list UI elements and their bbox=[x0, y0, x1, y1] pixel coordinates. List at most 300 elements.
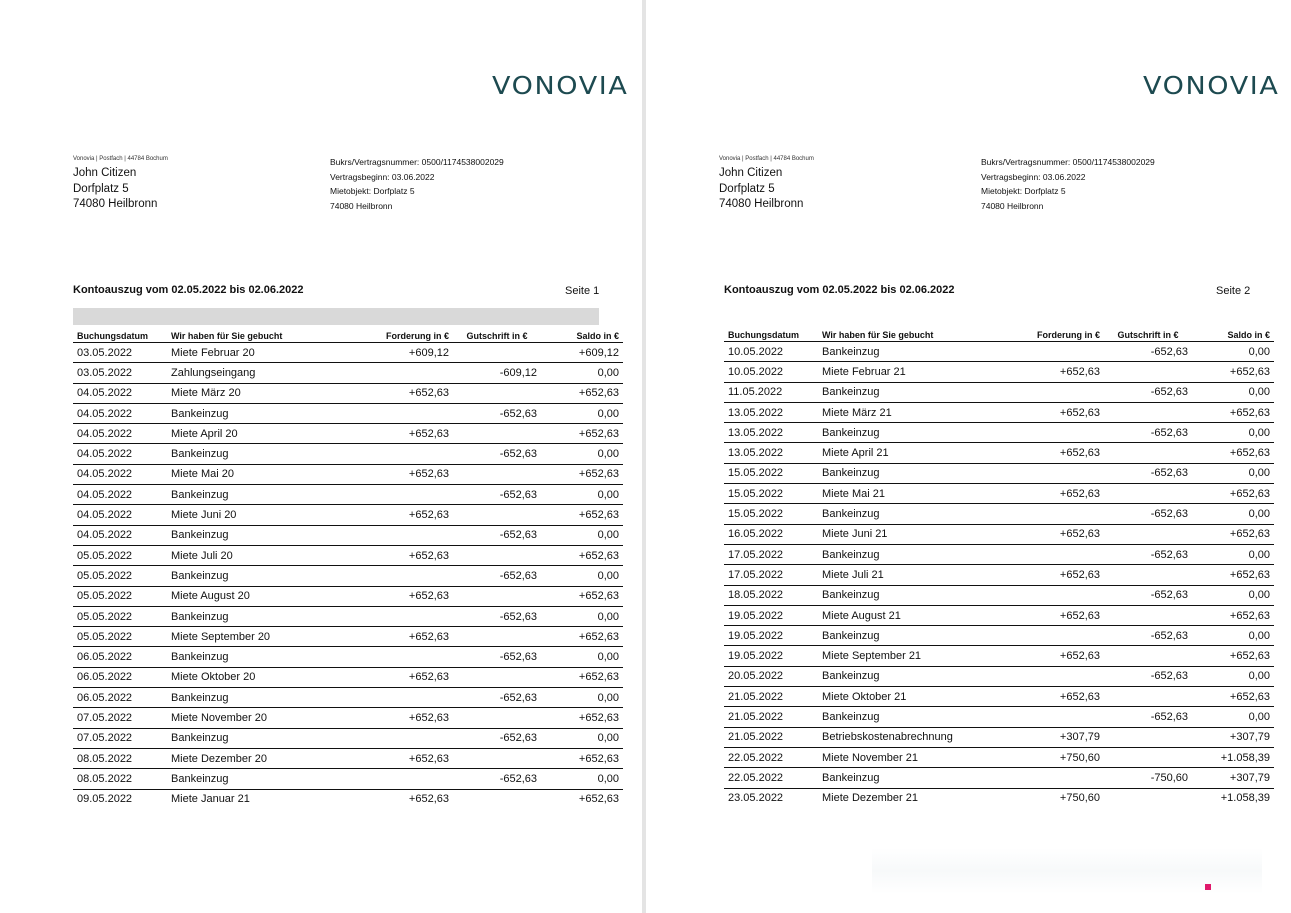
cell-credit bbox=[1104, 727, 1192, 747]
cell-credit: -652,63 bbox=[453, 485, 541, 505]
table-row bbox=[724, 626, 1274, 646]
cell-credit bbox=[1104, 747, 1192, 767]
cell-credit bbox=[453, 464, 541, 484]
cell-date: 04.05.2022 bbox=[73, 505, 167, 525]
statement-title: Kontoauszug vom 02.05.2022 bis 02.06.2022 bbox=[724, 284, 955, 296]
cell-description: Bankeinzug bbox=[167, 769, 345, 789]
contract-number-label: Bukrs/Vertragsnummer: bbox=[981, 157, 1071, 167]
cell-date: 21.05.2022 bbox=[724, 707, 818, 727]
cell-balance: 0,00 bbox=[1192, 382, 1274, 402]
cell-credit bbox=[453, 627, 541, 647]
table-row bbox=[724, 666, 1274, 686]
cell-charge bbox=[996, 463, 1104, 483]
contract-start-value: 03.06.2022 bbox=[391, 171, 435, 182]
cell-balance: +652,63 bbox=[541, 586, 623, 606]
cell-balance: 0,00 bbox=[541, 525, 623, 545]
cell-credit bbox=[453, 748, 541, 768]
cell-charge: +652,63 bbox=[996, 646, 1104, 666]
cell-balance: +652,63 bbox=[541, 667, 623, 687]
cell-balance: +1.058,39 bbox=[1220, 792, 1270, 805]
col-header-date: Buchungsdatum bbox=[73, 325, 167, 343]
cell-description: Bankeinzug bbox=[167, 444, 345, 464]
cell-credit bbox=[1104, 565, 1192, 585]
col-header-charge: Forderung in € bbox=[996, 324, 1104, 342]
cell-date: 03.05.2022 bbox=[73, 363, 167, 383]
cell-date: 13.05.2022 bbox=[724, 423, 818, 443]
table-row bbox=[724, 342, 1274, 362]
cell-date: 04.05.2022 bbox=[73, 525, 167, 545]
cell-description: Miete Februar 20 bbox=[167, 343, 345, 363]
cell-charge bbox=[996, 585, 1104, 605]
cell-balance: 0,00 bbox=[541, 769, 623, 789]
cell-description: Miete November 20 bbox=[167, 708, 345, 728]
cell-charge: +652,63 bbox=[345, 383, 453, 403]
rental-object-city: 74080 Heilbronn bbox=[330, 200, 393, 211]
cell-date: 21.05.2022 bbox=[724, 687, 818, 707]
cell-date: 05.05.2022 bbox=[73, 566, 167, 586]
cell-credit: -609,12 bbox=[453, 363, 541, 383]
cell-description: Bankeinzug bbox=[167, 403, 345, 423]
cell-date: 22.05.2022 bbox=[724, 768, 818, 788]
cell-date: 04.05.2022 bbox=[73, 383, 167, 403]
contract-number-value: 0500/1174538002029 bbox=[1072, 157, 1155, 167]
cell-description: Bankeinzug bbox=[818, 585, 996, 605]
cell-description: Bankeinzug bbox=[167, 606, 345, 626]
cell-balance: +652,63 bbox=[1192, 646, 1274, 666]
cell-description: Miete März 21 bbox=[818, 402, 996, 422]
recipient-address bbox=[73, 166, 157, 213]
ledger-table bbox=[73, 325, 623, 809]
cell-balance: +652,63 bbox=[1192, 362, 1274, 382]
cell-credit: -652,63 bbox=[453, 728, 541, 748]
table-row bbox=[724, 707, 1274, 727]
faint-footer-text bbox=[872, 848, 1262, 894]
table-row bbox=[73, 505, 623, 525]
cell-balance: +652,63 bbox=[1192, 484, 1274, 504]
cell-charge bbox=[996, 707, 1104, 727]
table-row bbox=[724, 585, 1274, 605]
statement-page-1 bbox=[0, 0, 642, 913]
cell-balance: 0,00 bbox=[1192, 423, 1274, 443]
cell-charge: +750,60 bbox=[996, 747, 1104, 767]
table-row bbox=[73, 789, 623, 809]
cell-credit: -652,63 bbox=[453, 403, 541, 423]
cell-date: 19.05.2022 bbox=[724, 605, 818, 625]
cell-charge: +652,63 bbox=[345, 545, 453, 565]
cell-credit: -652,63 bbox=[1104, 342, 1192, 362]
cell-date: 04.05.2022 bbox=[73, 464, 167, 484]
table-row bbox=[724, 504, 1274, 524]
col-header-date: Buchungsdatum bbox=[724, 324, 818, 342]
cell-description: Miete Oktober 20 bbox=[167, 667, 345, 687]
cell-charge: +652,63 bbox=[996, 484, 1104, 504]
cell-charge bbox=[345, 485, 453, 505]
cell-balance: +652,63 bbox=[1192, 524, 1274, 544]
cell-description: Bankeinzug bbox=[167, 566, 345, 586]
cell-credit: -652,63 bbox=[1104, 707, 1192, 727]
statement-page-2 bbox=[646, 0, 1291, 913]
cell-charge: +652,63 bbox=[996, 443, 1104, 463]
table-row bbox=[724, 402, 1274, 422]
cell-balance: +307,79 bbox=[1192, 727, 1274, 747]
table-row bbox=[73, 464, 623, 484]
cell-balance: 0,00 bbox=[541, 485, 623, 505]
table-row bbox=[73, 627, 623, 647]
cell-description: Miete April 20 bbox=[167, 424, 345, 444]
contract-info bbox=[981, 155, 1155, 213]
cell-date: 08.05.2022 bbox=[73, 748, 167, 768]
cell-charge bbox=[345, 566, 453, 586]
cell-charge: +652,63 bbox=[996, 687, 1104, 707]
table-row bbox=[73, 403, 623, 423]
cell-balance: 0,00 bbox=[1192, 707, 1274, 727]
cell-credit: -652,63 bbox=[1104, 463, 1192, 483]
cell-credit: -652,63 bbox=[453, 769, 541, 789]
cell-balance: 0,00 bbox=[1192, 463, 1274, 483]
cell-credit: -652,63 bbox=[1104, 666, 1192, 686]
cell-date: 20.05.2022 bbox=[724, 666, 818, 686]
col-header-charge: Forderung in € bbox=[345, 325, 453, 343]
cell-credit bbox=[1104, 443, 1192, 463]
cell-credit: -652,63 bbox=[453, 606, 541, 626]
table-row bbox=[724, 443, 1274, 463]
cell-date: 15.05.2022 bbox=[724, 504, 818, 524]
cell-credit bbox=[1104, 646, 1192, 666]
table-row bbox=[73, 667, 623, 687]
cell-description: Bankeinzug bbox=[818, 504, 996, 524]
cell-date: 04.05.2022 bbox=[73, 444, 167, 464]
brand-accent-square bbox=[1205, 884, 1211, 890]
recipient-name: John Citizen bbox=[719, 167, 783, 179]
cell-balance: +652,63 bbox=[1192, 605, 1274, 625]
cell-charge bbox=[345, 647, 453, 667]
cell-balance: 0,00 bbox=[541, 444, 623, 464]
cell-date: 05.05.2022 bbox=[73, 627, 167, 647]
cell-date: 07.05.2022 bbox=[73, 708, 167, 728]
cell-charge bbox=[996, 504, 1104, 524]
cell-charge: +652,63 bbox=[996, 402, 1104, 422]
cell-description: Miete August 21 bbox=[818, 605, 996, 625]
cell-credit bbox=[453, 505, 541, 525]
table-row bbox=[73, 485, 623, 505]
cell-date: 04.05.2022 bbox=[73, 485, 167, 505]
cell-date: 19.05.2022 bbox=[724, 646, 818, 666]
cell-description: Miete August 20 bbox=[167, 586, 345, 606]
cell-description: Bankeinzug bbox=[167, 525, 345, 545]
cell-charge bbox=[996, 666, 1104, 686]
ledger-table bbox=[724, 324, 1274, 808]
cell-credit bbox=[453, 424, 541, 444]
cell-description: Miete November 21 bbox=[818, 747, 996, 767]
cell-charge: +652,63 bbox=[345, 586, 453, 606]
cell-description: Miete Juni 20 bbox=[167, 505, 345, 525]
cell-credit: -652,63 bbox=[453, 688, 541, 708]
recipient-street: Dorfplatz 5 bbox=[719, 182, 775, 195]
cell-date: 05.05.2022 bbox=[73, 606, 167, 626]
sender-return-address: Vonovia | Postfach | 44784 Bochum bbox=[719, 156, 814, 162]
cell-charge bbox=[996, 626, 1104, 646]
cell-date: 11.05.2022 bbox=[724, 382, 818, 402]
cell-balance: 0,00 bbox=[1192, 585, 1274, 605]
cell-date: 06.05.2022 bbox=[73, 667, 167, 687]
cell-date: 10.05.2022 bbox=[724, 362, 818, 382]
cell-credit bbox=[453, 383, 541, 403]
cell-charge bbox=[345, 403, 453, 423]
cell-description: Miete September 20 bbox=[167, 627, 345, 647]
cell-charge bbox=[345, 444, 453, 464]
cell-charge bbox=[345, 525, 453, 545]
table-row bbox=[724, 747, 1274, 767]
cell-charge bbox=[345, 769, 453, 789]
table-row bbox=[73, 769, 623, 789]
cell-balance: +652,63 bbox=[541, 545, 623, 565]
cell-balance: 0,00 bbox=[541, 728, 623, 748]
statement-title: Kontoauszug vom 02.05.2022 bis 02.06.2022 bbox=[73, 284, 304, 296]
cell-credit bbox=[1104, 524, 1192, 544]
cell-credit: -750,60 bbox=[1104, 768, 1192, 788]
cell-balance: +652,63 bbox=[541, 748, 623, 768]
col-header-balance: Saldo in € bbox=[1192, 324, 1274, 342]
cell-credit: -652,63 bbox=[453, 525, 541, 545]
table-header-bar bbox=[73, 308, 599, 325]
vonovia-logo: VONOVIA bbox=[1143, 71, 1280, 100]
cell-date: 17.05.2022 bbox=[724, 565, 818, 585]
cell-description: Miete Juli 21 bbox=[818, 565, 996, 585]
recipient-name: John Citizen bbox=[73, 167, 137, 179]
cell-credit: -652,63 bbox=[1104, 585, 1192, 605]
cell-date: 13.05.2022 bbox=[724, 402, 818, 422]
table-row bbox=[724, 423, 1274, 443]
cell-charge bbox=[345, 363, 453, 383]
table-row bbox=[73, 647, 623, 667]
cell-charge: +652,63 bbox=[996, 362, 1104, 382]
cell-balance: 0,00 bbox=[1192, 666, 1274, 686]
table-row bbox=[724, 768, 1274, 788]
table-row bbox=[724, 727, 1274, 747]
sender-return-address: Vonovia | Postfach | 44784 Bochum bbox=[73, 156, 168, 162]
cell-description: Bankeinzug bbox=[818, 382, 996, 402]
cell-date: 15.05.2022 bbox=[724, 484, 818, 504]
cell-balance: 0,00 bbox=[1192, 504, 1274, 524]
cell-credit: -652,63 bbox=[453, 647, 541, 667]
cell-balance: +652,63 bbox=[541, 708, 623, 728]
cell-date: 07.05.2022 bbox=[73, 728, 167, 748]
col-header-balance: Saldo in € bbox=[541, 325, 623, 343]
table-row bbox=[73, 606, 623, 626]
cell-balance: +609,12 bbox=[541, 343, 623, 363]
cell-charge: +652,63 bbox=[996, 605, 1104, 625]
cell-balance: +652,63 bbox=[1192, 565, 1274, 585]
cell-date: 06.05.2022 bbox=[73, 647, 167, 667]
cell-charge: +652,63 bbox=[996, 565, 1104, 585]
cell-balance: +652,63 bbox=[578, 793, 619, 806]
cell-credit bbox=[453, 545, 541, 565]
cell-date: 16.05.2022 bbox=[724, 524, 818, 544]
cell-credit: -652,63 bbox=[1104, 626, 1192, 646]
cell-description: Bankeinzug bbox=[818, 423, 996, 443]
cell-description: Miete September 21 bbox=[818, 646, 996, 666]
rental-object-city: 74080 Heilbronn bbox=[981, 200, 1044, 211]
cell-credit bbox=[453, 789, 541, 809]
cell-charge: +652,63 bbox=[345, 748, 453, 768]
cell-description: Miete April 21 bbox=[818, 443, 996, 463]
cell-date: 15.05.2022 bbox=[724, 463, 818, 483]
cell-credit: -652,63 bbox=[1104, 544, 1192, 564]
cell-credit bbox=[1104, 605, 1192, 625]
table-row bbox=[724, 687, 1274, 707]
cell-description: Miete Juni 21 bbox=[818, 524, 996, 544]
cell-charge: +652,63 bbox=[345, 708, 453, 728]
contract-number-value: 0500/1174538002029 bbox=[421, 157, 504, 167]
col-header-description: Wir haben für Sie gebucht bbox=[167, 325, 345, 343]
cell-date: 10.05.2022 bbox=[724, 342, 818, 362]
cell-description: Miete Februar 21 bbox=[818, 362, 996, 382]
contract-info bbox=[330, 155, 504, 213]
cell-charge: +609,12 bbox=[345, 343, 453, 363]
cell-balance: +652,63 bbox=[1192, 402, 1274, 422]
cell-charge bbox=[345, 688, 453, 708]
recipient-street: Dorfplatz 5 bbox=[73, 182, 129, 195]
cell-credit bbox=[1104, 788, 1192, 808]
cell-credit: -652,63 bbox=[1104, 504, 1192, 524]
cell-balance: +652,63 bbox=[541, 424, 623, 444]
cell-balance: +652,63 bbox=[1192, 687, 1274, 707]
cell-description: Bankeinzug bbox=[818, 707, 996, 727]
cell-balance: 0,00 bbox=[1192, 544, 1274, 564]
col-header-credit: Gutschrift in € bbox=[1104, 324, 1192, 342]
recipient-city: 74080 Heilbronn bbox=[73, 198, 158, 210]
cell-date: 05.05.2022 bbox=[73, 545, 167, 565]
cell-description: Bankeinzug bbox=[167, 485, 345, 505]
cell-charge: +652,63 bbox=[345, 667, 453, 687]
cell-charge bbox=[996, 423, 1104, 443]
cell-charge bbox=[345, 728, 453, 748]
table-row bbox=[724, 484, 1274, 504]
cell-balance: 0,00 bbox=[541, 647, 623, 667]
recipient-address bbox=[719, 166, 803, 213]
contract-start-label: Vertragsbeginn: bbox=[981, 171, 1041, 182]
cell-description: Bankeinzug bbox=[818, 463, 996, 483]
cell-description: Miete Dezember 20 bbox=[167, 748, 345, 768]
cell-balance: 0,00 bbox=[541, 688, 623, 708]
cell-date: 17.05.2022 bbox=[724, 544, 818, 564]
cell-credit bbox=[453, 708, 541, 728]
cell-credit: -652,63 bbox=[1104, 423, 1192, 443]
rental-object-value: Dorfplatz 5 bbox=[1024, 186, 1066, 196]
cell-charge bbox=[996, 342, 1104, 362]
cell-description: Bankeinzug bbox=[167, 647, 345, 667]
table-header-row bbox=[724, 324, 1274, 342]
cell-charge: +652,63 bbox=[996, 524, 1104, 544]
table-row bbox=[73, 708, 623, 728]
table-row bbox=[73, 363, 623, 383]
table-row bbox=[73, 748, 623, 768]
table-row bbox=[724, 382, 1274, 402]
cell-balance: 0,00 bbox=[1192, 626, 1274, 646]
cell-balance: +652,63 bbox=[1192, 443, 1274, 463]
cell-charge: +750,60 bbox=[1059, 792, 1100, 805]
cell-date: 23.05.2022 bbox=[728, 792, 784, 805]
contract-number-label: Bukrs/Vertragsnummer: bbox=[330, 157, 420, 167]
cell-description: Bankeinzug bbox=[818, 342, 996, 362]
table-row bbox=[724, 463, 1274, 483]
cell-charge: +652,63 bbox=[345, 464, 453, 484]
table-row bbox=[73, 586, 623, 606]
cell-balance: 0,00 bbox=[541, 363, 623, 383]
col-header-description: Wir haben für Sie gebucht bbox=[818, 324, 996, 342]
table-row bbox=[724, 524, 1274, 544]
table-row bbox=[73, 383, 623, 403]
cell-date: 05.05.2022 bbox=[73, 586, 167, 606]
rental-object-label: Mietobjekt: bbox=[330, 186, 372, 196]
cell-credit: -652,63 bbox=[1104, 382, 1192, 402]
table-row bbox=[73, 525, 623, 545]
cell-balance: 0,00 bbox=[541, 403, 623, 423]
cell-date: 13.05.2022 bbox=[724, 443, 818, 463]
cell-charge: +307,79 bbox=[996, 727, 1104, 747]
contract-start-value: 03.06.2022 bbox=[1042, 171, 1086, 182]
recipient-city: 74080 Heilbronn bbox=[719, 198, 804, 210]
cell-balance: +307,79 bbox=[1192, 768, 1274, 788]
cell-description: Bankeinzug bbox=[818, 544, 996, 564]
cell-charge: +652,63 bbox=[345, 424, 453, 444]
cell-description: Bankeinzug bbox=[818, 626, 996, 646]
cell-date: 08.05.2022 bbox=[73, 769, 167, 789]
cell-description: Bankeinzug bbox=[818, 768, 996, 788]
cell-description: Miete Mai 20 bbox=[167, 464, 345, 484]
cell-balance: +652,63 bbox=[541, 505, 623, 525]
cell-date: 18.05.2022 bbox=[724, 585, 818, 605]
table-row bbox=[724, 544, 1274, 564]
cell-charge bbox=[996, 382, 1104, 402]
cell-credit bbox=[1104, 402, 1192, 422]
cell-date: 06.05.2022 bbox=[73, 688, 167, 708]
cell-date: 22.05.2022 bbox=[724, 747, 818, 767]
rental-object-label: Mietobjekt: bbox=[981, 186, 1023, 196]
vonovia-logo: VONOVIA bbox=[492, 71, 629, 100]
cell-charge bbox=[345, 606, 453, 626]
cell-balance: +652,63 bbox=[541, 464, 623, 484]
table-row bbox=[724, 605, 1274, 625]
col-header-credit: Gutschrift in € bbox=[453, 325, 541, 343]
cell-date: 19.05.2022 bbox=[724, 626, 818, 646]
contract-start-label: Vertragsbeginn: bbox=[330, 171, 390, 182]
cell-charge bbox=[996, 768, 1104, 788]
table-row bbox=[73, 444, 623, 464]
cell-date: 04.05.2022 bbox=[73, 424, 167, 444]
cell-date: 09.05.2022 bbox=[77, 793, 133, 806]
cell-credit bbox=[1104, 362, 1192, 382]
cell-date: 03.05.2022 bbox=[73, 343, 167, 363]
page-number: Seite 2 bbox=[1216, 285, 1251, 297]
cell-description: Miete Januar 21 bbox=[171, 793, 250, 806]
table-row bbox=[724, 362, 1274, 382]
table-row bbox=[724, 565, 1274, 585]
cell-balance: +1.058,39 bbox=[1192, 747, 1274, 767]
cell-balance: 0,00 bbox=[541, 566, 623, 586]
table-row bbox=[724, 646, 1274, 666]
table-row bbox=[724, 788, 1274, 808]
cell-credit bbox=[1104, 484, 1192, 504]
cell-credit bbox=[1104, 687, 1192, 707]
table-header-row bbox=[73, 325, 623, 343]
page-number: Seite 1 bbox=[565, 285, 600, 297]
cell-description: Miete Juli 20 bbox=[167, 545, 345, 565]
table-row bbox=[73, 728, 623, 748]
table-row bbox=[73, 545, 623, 565]
table-row bbox=[73, 343, 623, 363]
cell-balance: 0,00 bbox=[541, 606, 623, 626]
